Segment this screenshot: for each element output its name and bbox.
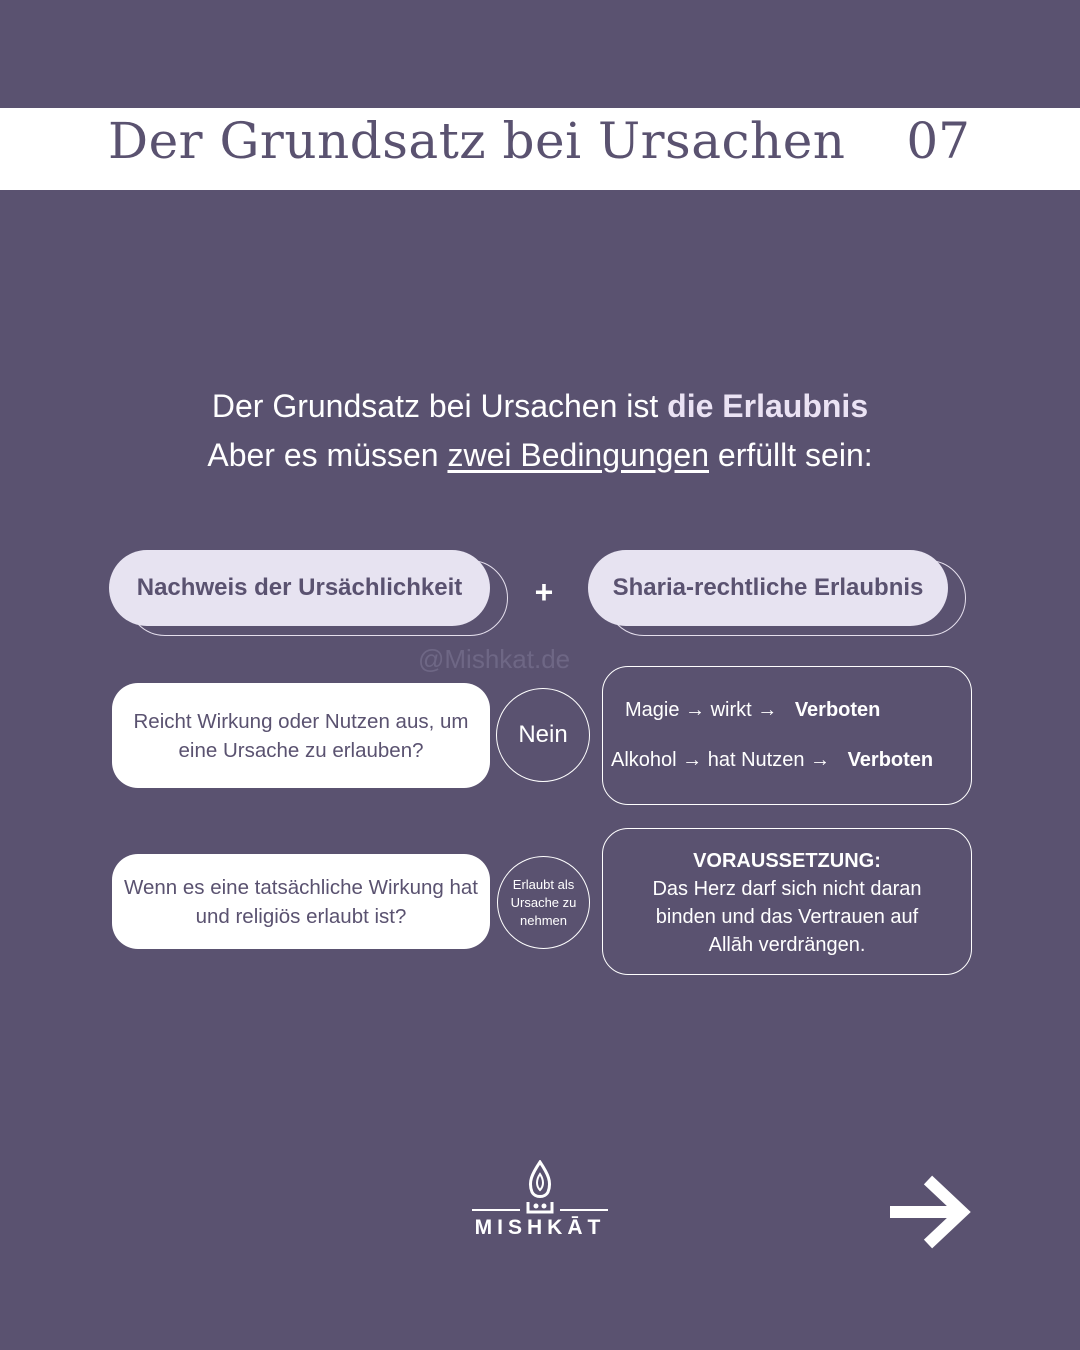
brand-logo — [470, 1160, 610, 1244]
question-2: Wenn es eine tatsächliche Wirkung hat und religiös erlaubt ist? — [112, 854, 490, 949]
verdict-forbidden: Verboten — [847, 749, 934, 771]
condition-causality-label: Nachweis der Ursächlichkeit — [109, 550, 490, 626]
next-button[interactable] — [890, 1174, 972, 1250]
intro-line-1 — [0, 388, 1080, 425]
intro-line-2 — [0, 437, 1080, 474]
verdict-forbidden: Verboten — [794, 699, 881, 721]
example-alcohol-text: Alkohol → hat Nutzen → — [611, 749, 836, 771]
page-title: Der Grundsatz bei Ursachen — [108, 112, 846, 170]
watermark: @Mishkat.de — [418, 644, 571, 674]
condition-sharia-label: Sharia-rechtliche Erlaubnis — [588, 550, 948, 626]
condition-title: VORAUSSETZUNG: — [693, 850, 881, 872]
answer-no: Nein — [496, 688, 590, 782]
examples-box — [602, 666, 972, 805]
arrow-right-icon — [890, 1174, 972, 1250]
question-1: Reicht Wirkung oder Nutzen aus, um eine Ursache zu erlauben? — [112, 683, 490, 788]
intro-line-2-prefix: Aber es müssen — [207, 437, 448, 473]
intro-accent: die Erlaubnis — [667, 388, 869, 424]
answer-allowed: Erlaubt als Ursache zu nehmen — [497, 856, 590, 949]
condition-box — [602, 828, 972, 975]
example-alcohol — [611, 749, 933, 772]
plus-icon: + — [534, 574, 554, 610]
lantern-logo-icon — [470, 1160, 610, 1220]
brand-name: MISHKĀT — [474, 1216, 606, 1239]
condition-text: Das Herz darf sich nicht daran binden und das Vertrauen auf Allāh verdrängen. — [652, 878, 922, 956]
condition-causality — [109, 550, 490, 626]
example-magic — [625, 699, 880, 722]
page-number: 07 — [906, 112, 970, 170]
condition-sharia — [588, 550, 948, 626]
intro-underlined: zwei Bedingungen — [447, 437, 709, 473]
intro-line-2-suffix: erfüllt sein: — [709, 437, 873, 473]
intro-line-1-prefix: Der Grundsatz bei Ursachen ist — [211, 388, 668, 424]
example-magic-text: Magie → wirkt → — [625, 699, 783, 721]
condition-content — [603, 847, 971, 959]
